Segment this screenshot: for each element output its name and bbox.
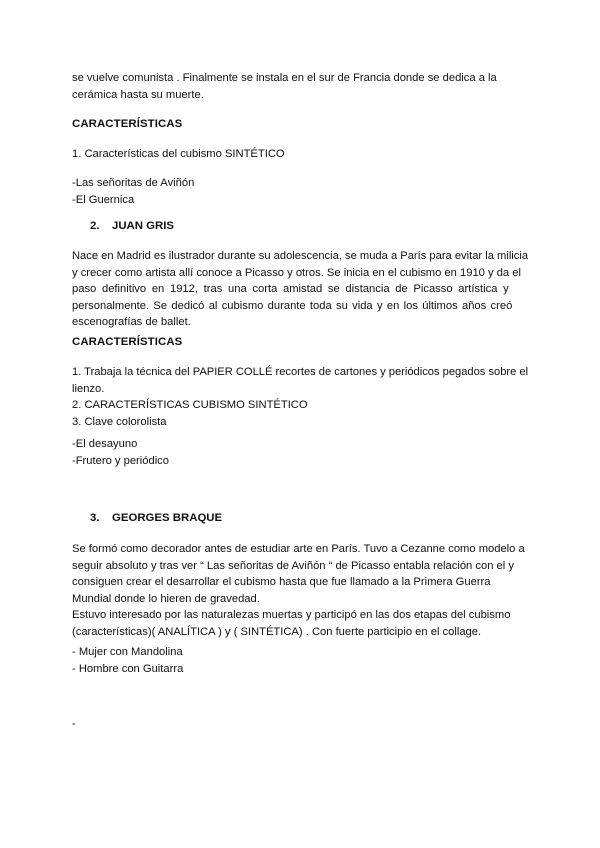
section1-heading: CARACTERÍSTICAS bbox=[72, 118, 183, 130]
section3-title-text: GEORGES BRAQUE bbox=[112, 512, 223, 524]
section2-title-text: JUAN GRIS bbox=[112, 220, 175, 232]
text-line: Se formó como decorador antes de estudiar arte en París. Tuvo a Cezanne como modelo a bbox=[72, 543, 525, 555]
section3-paragraph bbox=[72, 541, 528, 640]
text-line: cerámica hasta su muerte. bbox=[72, 88, 204, 101]
list-item: 1. Características del cubismo SINTÉTICO bbox=[72, 148, 285, 160]
section2-paragraph bbox=[72, 248, 528, 331]
text-line: (características)( ANALÍTICA ) y ( SINTÉTICA) . Con fuerte participio en el collage. bbox=[72, 625, 482, 638]
list-item: - Hombre con Guitarra bbox=[72, 662, 184, 675]
list-item: -El Guernica bbox=[72, 193, 135, 206]
text-line: Estuvo interesado por las naturalezas muertas y participó en las dos etapas del cubismo bbox=[72, 609, 511, 621]
section2-items bbox=[72, 364, 528, 430]
text-line: Nace en Madrid es ilustrador durante su adolescencia, se muda a París para evitar la milicia bbox=[72, 250, 529, 262]
section3-title bbox=[90, 512, 222, 524]
section2-works bbox=[72, 436, 528, 469]
list-item: lienzo. bbox=[72, 382, 105, 395]
section1-items bbox=[72, 146, 528, 163]
list-item: 3. Clave colorolista bbox=[72, 415, 167, 428]
text-line: Mundial donde lo hieren de gravedad. bbox=[72, 592, 260, 605]
list-item: - Mujer con Mandolina bbox=[72, 646, 183, 658]
list-item: -Las señoritas de Aviñón bbox=[72, 177, 195, 189]
section2-char-heading: CARACTERÍSTICAS bbox=[72, 336, 183, 348]
list-item: 2. CARACTERÍSTICAS CUBISMO SINTÉTICO bbox=[72, 399, 308, 411]
text-line: personalmente. Se dedicó al cubismo durante toda su vida y en los últimos años creó bbox=[72, 299, 513, 312]
trailing-dash: - bbox=[72, 718, 76, 730]
list-item: 1. Trabaja la técnica del PAPIER COLLÉ recortes de cartones y periódicos pegados sobre el bbox=[72, 366, 529, 378]
text-line: y crecer como artista allí conoce a Picasso y otros. Se inicia en el cubismo en 1910 y da el bbox=[72, 266, 521, 279]
text-line: se vuelve comunista . Finalmente se instala en el sur de Francia donde se dedica a la bbox=[72, 72, 497, 84]
text-line: consiguen crear el desarrollar el cubismo hasta que fue llamado a la Primera Guerra bbox=[72, 576, 491, 588]
text-line: seguir absoluto y tras ver “ Las señoritas de Aviñón “ de Picasso entabla relación con el y bbox=[72, 559, 514, 572]
section3-works bbox=[72, 644, 528, 677]
list-item: -El desayuno bbox=[72, 438, 138, 450]
section2-number: 2. bbox=[90, 220, 100, 232]
section1-works bbox=[72, 175, 528, 208]
text-line: paso definitivo en 1912, tras una corta amistad se distancia de Picasso artística y bbox=[72, 283, 509, 295]
section3-number: 3. bbox=[90, 512, 100, 524]
intro-paragraph bbox=[72, 70, 528, 103]
list-item: -Frutero y periódico bbox=[72, 454, 169, 467]
text-line: escenografías de ballet. bbox=[72, 316, 191, 328]
section2-title bbox=[90, 220, 174, 232]
